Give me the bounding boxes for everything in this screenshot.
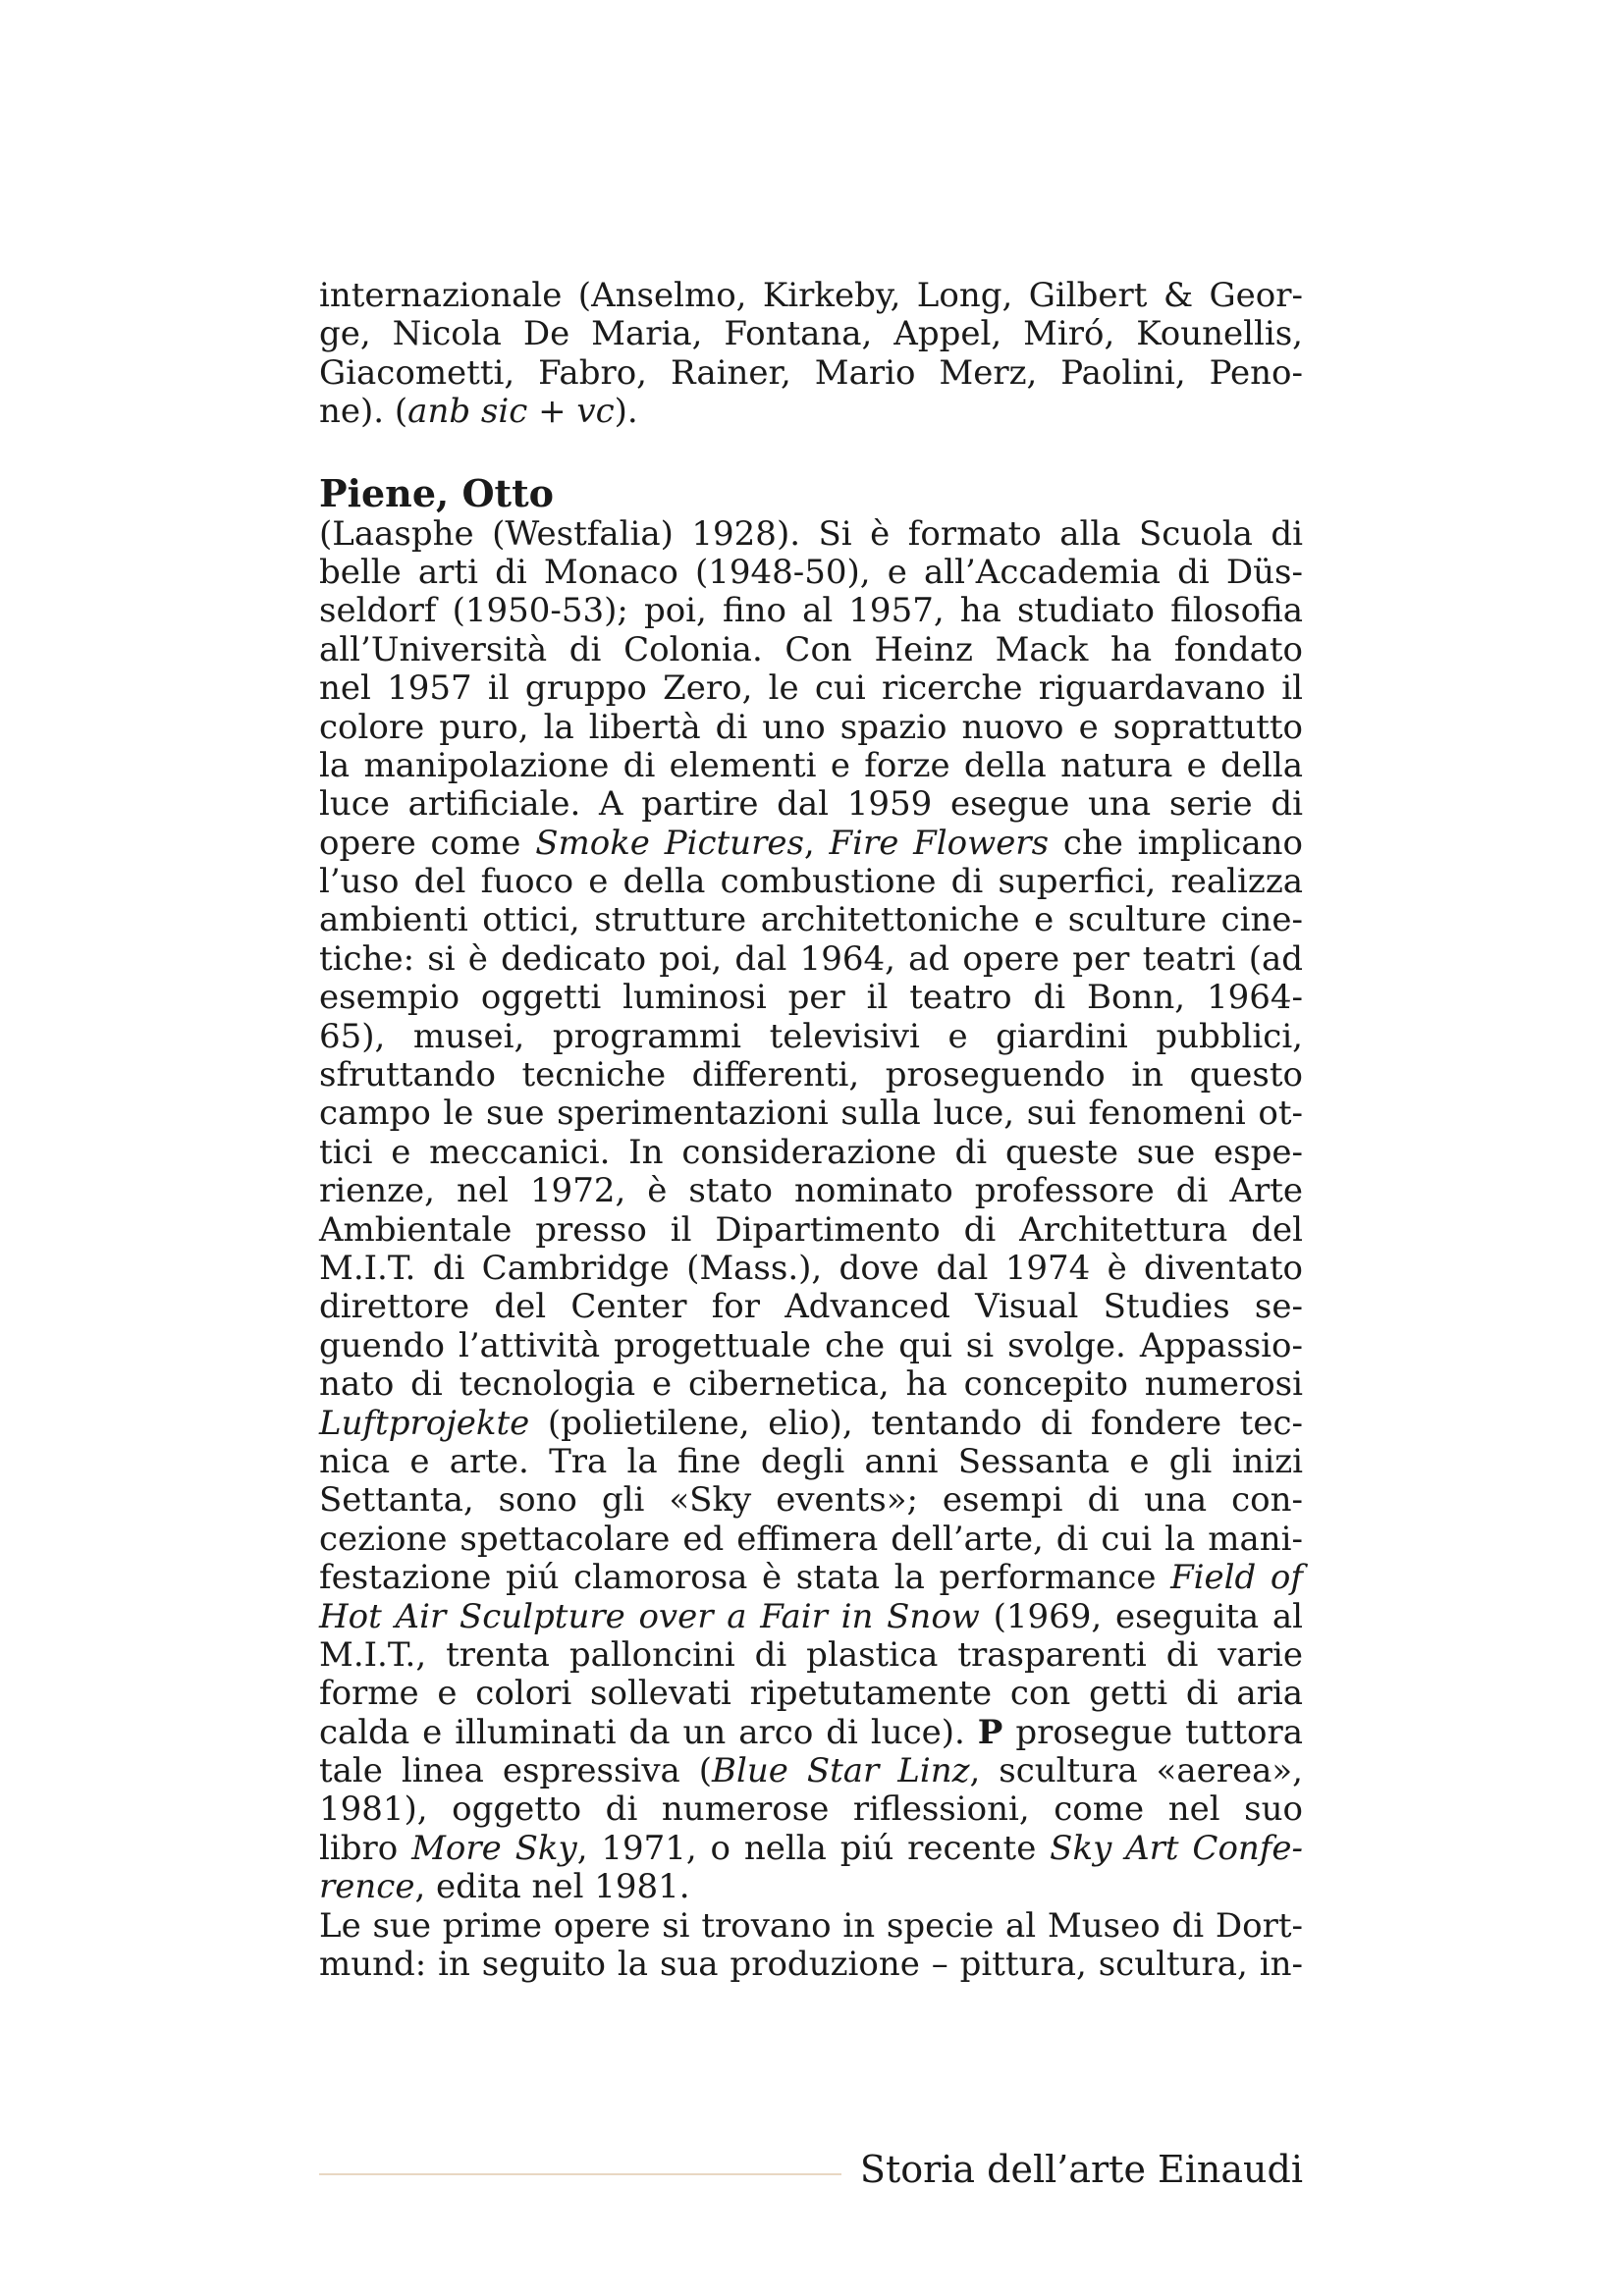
italic-run: Smoke Pictures	[535, 823, 804, 863]
text-line: cezione spettacolare ed effimera dell’arte, di cui la mani-	[319, 1519, 1303, 1559]
text-run: libro	[319, 1828, 412, 1868]
text-line: Le sue prime opere si trovano in specie al Museo di Dort-	[319, 1905, 1303, 1946]
text-line	[319, 393, 1303, 431]
text-line: nica e arte. Tra la fine degli anni Sessanta e gli inizi	[319, 1441, 1303, 1481]
text-line: belle arti di Monaco (1948-50), e all’Accademia di Düs-	[319, 552, 1303, 592]
text-run: tale linea espressiva (	[319, 1751, 713, 1791]
text-line: rienze, nel 1972, è stato nominato professore di Arte	[319, 1171, 1303, 1211]
intro-paragraph	[319, 277, 1303, 432]
text-line: campo le sue sperimentazioni sulla luce, sui fenomeni ot-	[319, 1094, 1303, 1134]
text-run: (1969, eseguita al	[979, 1596, 1303, 1636]
text-line: Settanta, sono gli «Sky events»; esempi di una con-	[319, 1480, 1303, 1521]
text-run: calda e illuminati da un arco di luce).	[319, 1712, 978, 1752]
text-line: direttore del Center for Advanced Visual Studies se-	[319, 1287, 1303, 1327]
text-line: sfruttando tecniche differenti, proseguendo in questo	[319, 1055, 1303, 1095]
entry-body-paragraph	[319, 515, 1303, 1907]
text-line	[319, 1830, 1303, 1868]
italic-run: Field of	[1170, 1558, 1303, 1598]
bold-run: P	[977, 1712, 1003, 1752]
text-run: , scultura «aerea»,	[969, 1751, 1303, 1791]
text-line: tici e meccanici. In considerazione di queste sue espe-	[319, 1132, 1303, 1172]
text-line: esempio oggetti luminosi per il teatro di Bonn, 1964-	[319, 978, 1303, 1018]
text-line: guendo l’attività progettuale che qui si svolge. Appassio-	[319, 1325, 1303, 1365]
text-line: forme e colori sollevati ripetutamente con getti di aria	[319, 1674, 1303, 1714]
footer-title: Storia dell’arte Einaudi	[859, 2148, 1303, 2191]
text-line: mund: in seguito la sua produzione – pittura, scultura, in-	[319, 1945, 1303, 1985]
text-line: (Laasphe (Westfalia) 1928). Si è formato alla Scuola di	[319, 513, 1303, 554]
text-run: prosegue tuttora	[1002, 1712, 1303, 1752]
italic-run: Blue Star Linz	[712, 1751, 970, 1791]
text-line: M.I.T., trenta palloncini di plastica trasparenti di varie	[319, 1634, 1303, 1675]
entry-heading: Piene, Otto	[319, 470, 555, 515]
text-line: tiche: si è dedicato poi, dal 1964, ad opere per teatri (ad	[319, 938, 1303, 979]
italic-run: rence	[319, 1867, 415, 1907]
text-line: nato di tecnologia e cibernetica, ha concepito numerosi	[319, 1364, 1303, 1405]
text-line	[319, 1598, 1303, 1636]
text-line: Giacometti, Fabro, Rainer, Mario Merz, Paolini, Peno-	[319, 352, 1303, 393]
text-line: l’uso del fuoco e della combustione di superfici, realizza	[319, 862, 1303, 902]
text-line	[319, 1559, 1303, 1597]
text-run: festazione piú clamorosa è stata la performance	[319, 1558, 1171, 1598]
text-line: Ambientale presso il Dipartimento di Architettura del	[319, 1209, 1303, 1250]
text-run: ne). (	[319, 392, 408, 432]
text-run: opere come	[319, 823, 536, 863]
italic-run: Fire Flowers	[829, 823, 1050, 863]
page-content	[319, 277, 1303, 1984]
text-line: 1981), oggetto di numerose riflessioni, come nel suo	[319, 1789, 1303, 1830]
footer-rule	[319, 2173, 841, 2175]
text-line: colore puro, la libertà di uno spazio nuovo e soprattutto	[319, 707, 1303, 747]
text-run: (polietilene, elio), tentando di fondere tec-	[529, 1403, 1303, 1443]
text-line	[319, 1405, 1303, 1443]
text-line: seldorf (1950-53); poi, fino al 1957, ha studiato filosofia	[319, 591, 1303, 631]
text-line	[319, 825, 1303, 863]
text-line: M.I.T. di Cambridge (Mass.), dove dal 1974 è diventato	[319, 1248, 1303, 1288]
italic-run: Sky Art Confe-	[1050, 1828, 1304, 1868]
text-run: ).	[614, 392, 638, 432]
text-line	[319, 1752, 1303, 1790]
italic-run: More Sky	[411, 1828, 577, 1868]
text-run: , 1971, o nella piú recente	[576, 1828, 1051, 1868]
page-footer	[319, 2145, 1303, 2194]
text-line: ge, Nicola De Maria, Fontana, Appel, Miró, Kounellis,	[319, 314, 1303, 354]
italic-run: Luftprojekte	[319, 1403, 530, 1443]
text-line: all’Università di Colonia. Con Heinz Mack ha fondato	[319, 629, 1303, 669]
text-line: 65), musei, programmi televisivi e giardini pubblici,	[319, 1016, 1303, 1056]
text-line: luce artificiale. A partire dal 1959 esegue una serie di	[319, 784, 1303, 825]
text-line	[319, 1868, 1303, 1906]
text-line: la manipolazione di elementi e forze della natura e della	[319, 745, 1303, 785]
text-run: , edita nel 1981.	[414, 1867, 690, 1907]
italic-run: Hot Air Sculpture over a Fair in Snow	[319, 1596, 980, 1636]
text-line: ambienti ottici, strutture architettoniche e sculture cine-	[319, 900, 1303, 940]
text-line	[319, 1714, 1303, 1752]
text-run: ,	[803, 823, 830, 863]
text-line: nel 1957 il gruppo Zero, le cui ricerche riguardavano il	[319, 668, 1303, 709]
italic-run: anb sic + vc	[407, 392, 615, 432]
second-paragraph	[319, 1907, 1303, 1985]
text-line: internazionale (Anselmo, Kirkeby, Long, Gilbert & Geor-	[319, 276, 1303, 315]
text-run: che implicano	[1049, 823, 1303, 863]
